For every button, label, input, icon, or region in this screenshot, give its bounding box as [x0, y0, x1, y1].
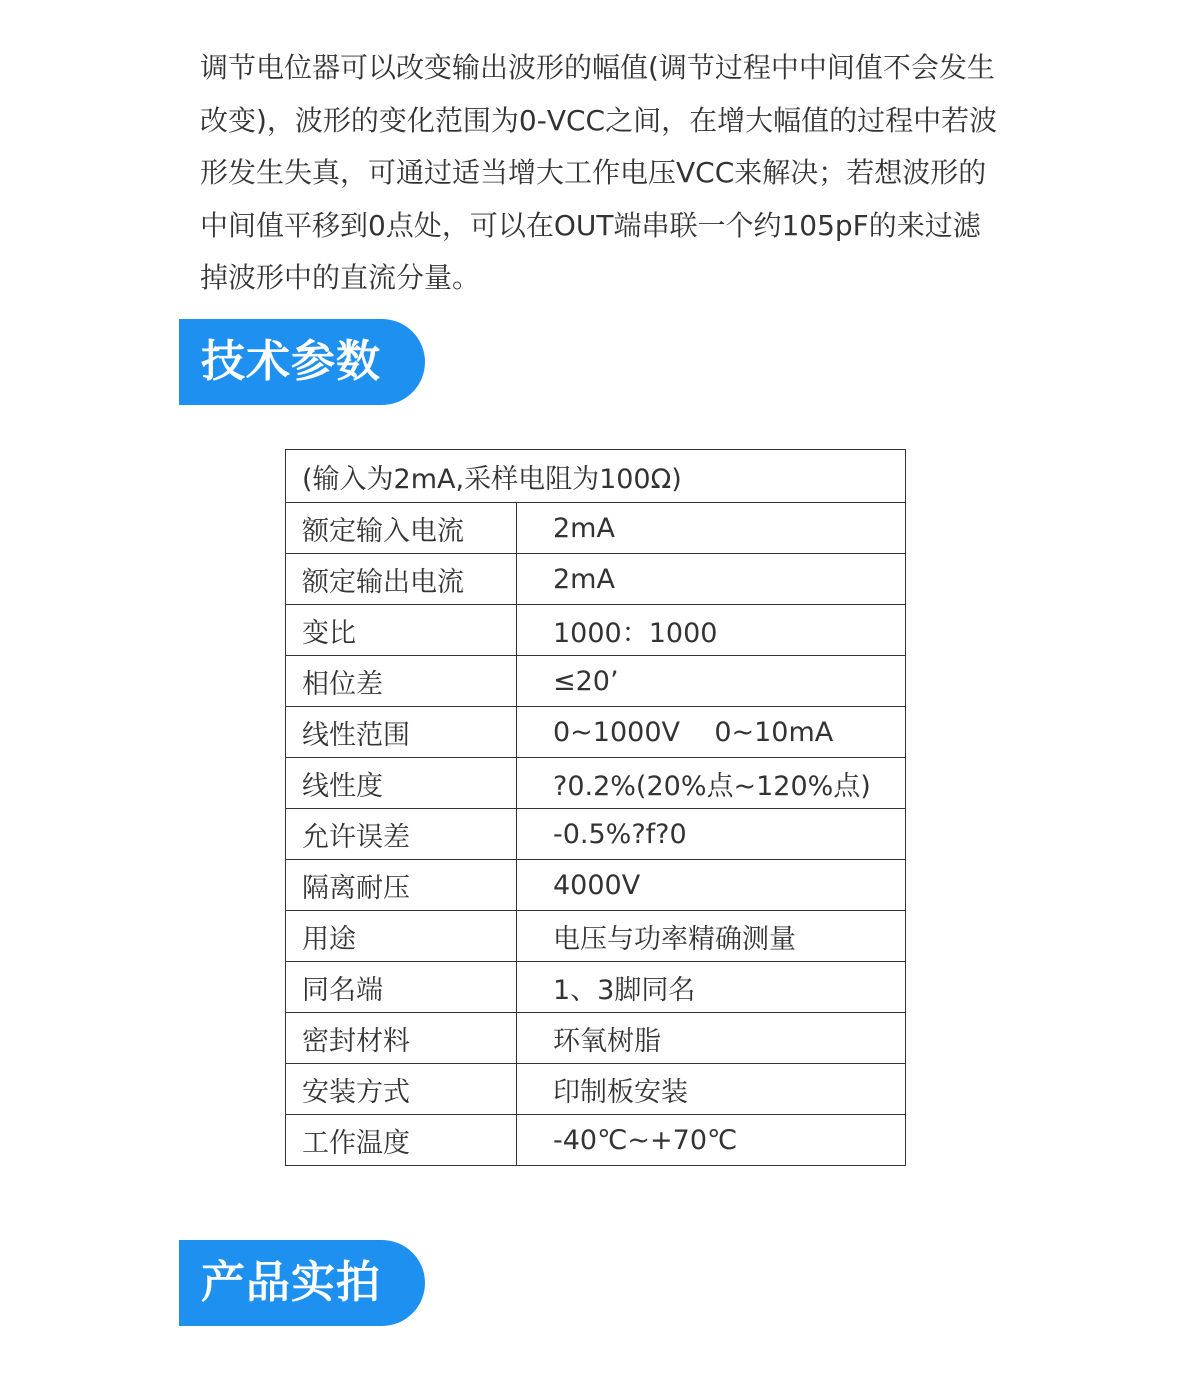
row-value: ≤20’ — [517, 656, 906, 707]
spec-table — [285, 449, 906, 1166]
row-value: 4000V — [517, 860, 906, 911]
row-label: 同名端 — [286, 962, 517, 1013]
table-row — [286, 911, 906, 962]
section-title-photos: 产品实拍 — [179, 1240, 425, 1326]
row-label: 工作温度 — [286, 1115, 517, 1166]
row-label: 安装方式 — [286, 1064, 517, 1115]
row-value: 电压与功率精确测量 — [517, 911, 906, 962]
intro-paragraph: 调节电位器可以改变输出波形的幅值(调节过程中中间值不会发生改变)，波形的变化范围为0-VCC之间，在增大幅值的过程中若波形发生失真，可通过适当增大工作电压VCC来解决；若想波形的中间值平移到0点处，可以在OUT端串联一个约105pF的来过滤掉波形中的直流分量。 — [200, 51, 998, 294]
row-value: 1000：1000 — [517, 605, 906, 656]
row-value: 环氧树脂 — [517, 1013, 906, 1064]
row-label: 隔离耐压 — [286, 860, 517, 911]
table-row — [286, 1013, 906, 1064]
table-row — [286, 656, 906, 707]
row-label: 线性度 — [286, 758, 517, 809]
table-caption: (输入为2mA,采样电阻为100Ω) — [286, 450, 906, 503]
row-label: 线性范围 — [286, 707, 517, 758]
row-value: 1、3脚同名 — [517, 962, 906, 1013]
row-label: 用途 — [286, 911, 517, 962]
section-title-spec: 技术参数 — [179, 319, 425, 405]
row-value: -0.5%?f?0 — [517, 809, 906, 860]
table-row — [286, 962, 906, 1013]
row-label: 额定输入电流 — [286, 503, 517, 554]
row-label: 密封材料 — [286, 1013, 517, 1064]
row-label: 允许误差 — [286, 809, 517, 860]
table-row — [286, 860, 906, 911]
table-row — [286, 503, 906, 554]
table-row — [286, 758, 906, 809]
row-value: 0~1000V 0~10mA — [517, 707, 906, 758]
table-row — [286, 554, 906, 605]
row-value: 印制板安装 — [517, 1064, 906, 1115]
row-label: 额定输出电流 — [286, 554, 517, 605]
table-caption-row — [286, 450, 906, 503]
table-row — [286, 1064, 906, 1115]
table-row — [286, 707, 906, 758]
table-row — [286, 809, 906, 860]
row-label: 相位差 — [286, 656, 517, 707]
table-row — [286, 605, 906, 656]
table-row — [286, 1115, 906, 1166]
row-value: 2mA — [517, 503, 906, 554]
row-value: 2mA — [517, 554, 906, 605]
row-value: ?0.2%(20%点~120%点) — [517, 758, 906, 809]
row-value: -40℃~+70℃ — [517, 1115, 906, 1166]
row-label: 变比 — [286, 605, 517, 656]
